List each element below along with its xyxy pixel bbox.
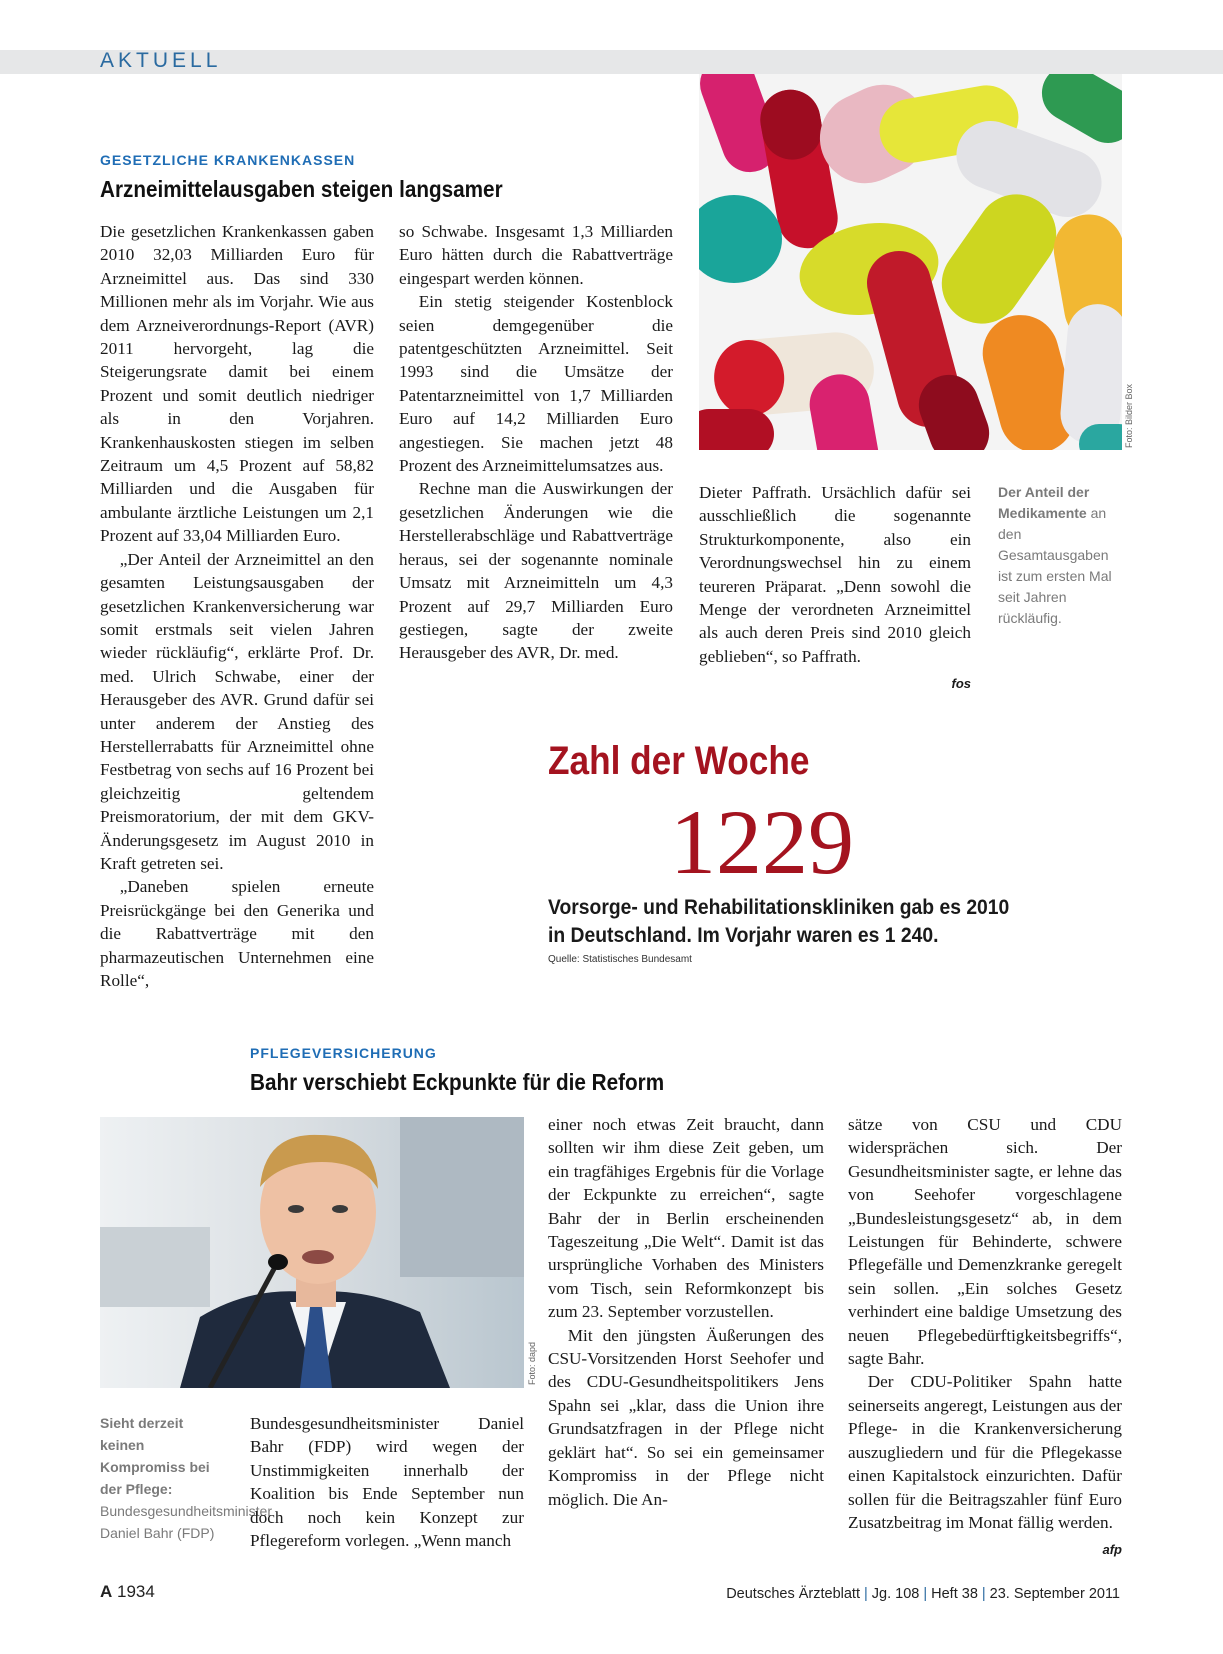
- caption-bold: Der Anteil der Medikamente: [998, 484, 1090, 521]
- paragraph: Mit den jüngsten Äußerungen des CSU-Vorsitzenden Horst Seehofer und des CDU-Gesundheitspolitikers Jens Spahn sei „klar, dass die Union ihre Grundsatzfragen in der Pflege nicht geklärt hat“. So sei ein gemeinsamer Kompromiss in der Pflege nicht möglich. Die An-: [548, 1325, 824, 1509]
- separator: |: [864, 1586, 868, 1602]
- page-number-value: 1934: [117, 1582, 155, 1601]
- photo-credit: Foto: dapd: [527, 1341, 537, 1385]
- paragraph: Dieter Paffrath. Ursächlich dafür sei ausschließlich die sogenannte Strukturkomponente, also ein Verordnungswechsel hin zu einem teureren Präparat. „Denn sowohl die Menge der verordneten Arzneimittel als auch deren Preis sind 2010 gleich geblieben“, so Paffrath.: [699, 483, 971, 666]
- date: 23. September 2011: [989, 1586, 1120, 1602]
- paragraph: einer noch etwas Zeit braucht, dann sollten wir ihm diese Zeit geben, um ein tragfähiges Ergebnis für die Vorlage der Eckpunkte zu erreichen“, sagte Bahr der in Berlin erscheinenden Tageszeitung „Die Welt“. Damit ist das ursprüngliche Vorhaben des Ministers vom Tisch, sein Reformkonzept bis zum 23. September vorzustellen.: [548, 1115, 824, 1322]
- caption-text: Bundesgesundheitsminister Daniel Bahr (FDP): [100, 1503, 272, 1541]
- separator: |: [981, 1586, 986, 1602]
- author-signature: afp: [1102, 1542, 1122, 1558]
- zahl-der-woche-source: Quelle: Statistisches Bundesamt: [548, 954, 692, 965]
- author-signature: fos: [951, 676, 971, 692]
- article1-column-2: [399, 220, 673, 665]
- footer-info: [726, 1586, 1120, 1602]
- zahl-der-woche-line-2: in Deutschland. Im Vorjahr waren es 1 240.: [548, 924, 939, 947]
- article2-column-3: [848, 1113, 1122, 1562]
- paragraph: Der CDU-Politiker Spahn hatte seinerseits angeregt, Leistungen aus der Pflege- in die Krankenversicherung auszugliedern und für die Pflegekasse einen Kapitalstock einzurichten. Dafür sollen für die Beitragszahler fünf Euro Zusatzbeitrag im Monat fällig werden.: [848, 1372, 1122, 1532]
- article1-column-1: [100, 220, 374, 992]
- article1-kicker: GESETZLICHE KRANKENKASSEN: [100, 152, 356, 168]
- paragraph: Ein stetig steigender Kostenblock seien demgegenüber die patentgeschützten Arzneimittel. Seit 1993 sind die Umsätze der Patentarzneimittel von 1,7 Milliarden Euro auf 14,2 Milliarden Euro angestiegen. Sie machen jetzt 48 Prozent des Arzneimittelumsatzes aus.: [399, 292, 673, 476]
- pills-photo: [699, 74, 1122, 450]
- pills-illustration: [699, 74, 1122, 450]
- zahl-der-woche-line-1: Vorsorge- und Rehabilitationskliniken gab es 2010: [548, 896, 1010, 919]
- zahl-der-woche-number: 1229: [670, 791, 854, 893]
- journal-name: Deutsches Ärzteblatt: [726, 1586, 860, 1602]
- page-number: [100, 1582, 155, 1602]
- issue: Heft 38: [931, 1586, 978, 1602]
- paragraph: Die gesetzlichen Krankenkassen gaben 2010 32,03 Milliarden Euro für Arzneimittel aus. Das sind 330 Millionen mehr als im Vorjahr. Wie aus dem Arzneiverordnungs-Report (AVR) 2011 hervorgeht, lag die Steigerungsrate damit bei einem Prozent und somit deutlich niedriger als in den Vorjahren. Krankenhauskosten stiegen im selben Zeitraum um 4,5 Prozent auf 58,82 Milliarden und die Ausgaben für ambulante ärztliche Leistungen um 2,1 Prozent auf 33,04 Milliarden Euro.: [100, 222, 374, 546]
- paragraph: Bundesgesundheitsminister Daniel Bahr (FDP) wird wegen der Unstimmigkeiten innerhalb der Koalition bis Ende September nun doch noch kein Konzept zur Pflegereform vorlegen. „Wenn manch: [250, 1414, 524, 1551]
- section-label: AKTUELL: [100, 49, 222, 72]
- article1-column-3: [699, 481, 971, 696]
- paragraph: sätze von CSU und CDU widersprächen sich. Der Gesundheitsminister sagte, er lehne das von Seehofer vorgeschlagene „Bundesleistungsgesetz“ ab, in dem Leistungen für Behinderte, schwere Pflegefälle und Demenzkranke geregelt sein sollen. „Ein solches Gesetz verhindert eine baldige Umsetzung des neuen Pflegebedürftigkeitsbegriffs“, sagte Bahr.: [848, 1115, 1122, 1369]
- paragraph: Rechne man die Auswirkungen der gesetzlichen Änderungen wie die Herstellerabschläge und Rabattverträge heraus, sei der sogenannte nominale Umsatz mit Arzneimitteln um 4,3 Prozent auf 29,7 Milliarden Euro gestiegen, sagte der zweite Herausgeber des AVR, Dr. med.: [399, 479, 673, 663]
- zahl-der-woche-title: Zahl der Woche: [548, 739, 810, 783]
- volume: Jg. 108: [871, 1586, 920, 1602]
- caption-bold: Sieht derzeit keinen Kompromiss bei der Pflege:: [100, 1415, 210, 1497]
- article1-headline: Arzneimittelausgaben steigen langsamer: [100, 176, 503, 202]
- paragraph: „Der Anteil der Arzneimittel an den gesamten Leistungsausgaben der gesetzlichen Krankenversicherung war somit erstmals seit vielen Jahren wieder rückläufig“, erklärte Prof. Dr. med. Ulrich Schwabe, einer der Herausgeber des AVR. Grund dafür sei unter anderem der Anstieg des Herstellerrabatts für Arzneimittel ohne Festbetrag von sechs auf 16 Prozent bei gleichzeitig geltendem Preismoratorium, der mit dem GKV-Änderungsgesetz im August 2010 in Kraft getreten sei.: [100, 549, 374, 873]
- separator: |: [923, 1586, 928, 1602]
- article2-kicker: PFLEGEVERSICHERUNG: [250, 1045, 437, 1061]
- photo-caption: [100, 1412, 272, 1544]
- article2-headline: Bahr verschiebt Eckpunkte für die Reform: [250, 1069, 665, 1095]
- caption-text: an den Gesamtausgaben ist zum ersten Mal seit Jahren rückläufig.: [998, 505, 1112, 626]
- page-prefix: A: [100, 1582, 113, 1601]
- photo-caption: [998, 482, 1126, 629]
- paragraph: „Daneben spielen erneute Preisrückgänge bei den Generika und die Rabattverträge mit den pharmazeutischen Unternehmen eine Rolle“,: [100, 877, 374, 990]
- photo-credit: Foto: Bilder Box: [1124, 383, 1134, 448]
- portrait-photo: [100, 1117, 524, 1388]
- article2-column-2: [548, 1113, 824, 1511]
- portrait-illustration: [100, 1117, 524, 1388]
- paragraph: so Schwabe. Insgesamt 1,3 Milliarden Euro hätten durch die Rabattverträge eingespart werden können.: [399, 222, 673, 288]
- article2-column-1: [250, 1412, 524, 1552]
